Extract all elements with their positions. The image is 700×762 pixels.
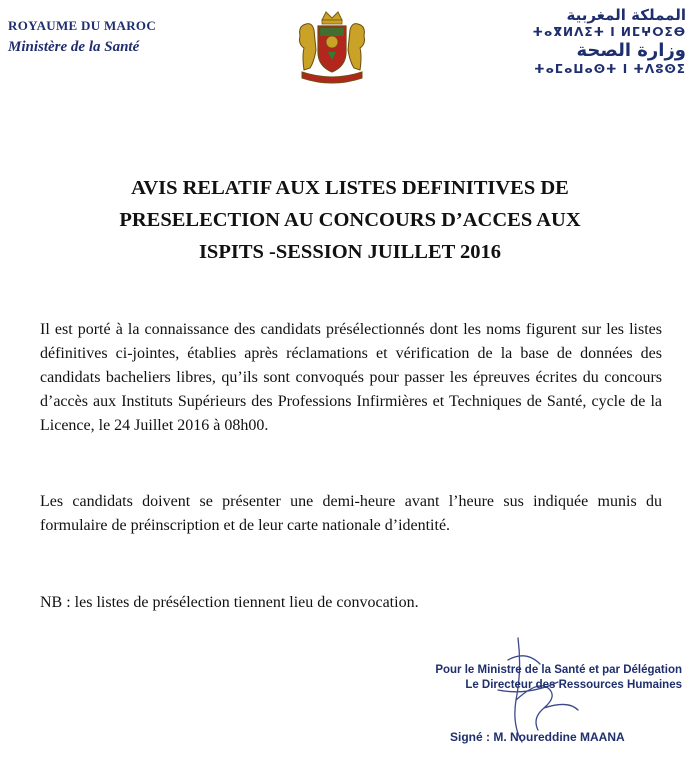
royal-coat-of-arms-icon bbox=[292, 6, 372, 88]
nb-note: NB : les listes de présélection tiennent lieu de convocation. bbox=[40, 594, 419, 611]
ministry-name-ar: وزارة الصحة bbox=[576, 39, 686, 61]
kingdom-name-ar: المملكة المغربية bbox=[566, 6, 686, 24]
delegation-line: Pour le Ministre de la Santé et par Délégation bbox=[435, 664, 682, 676]
header-right bbox=[533, 6, 686, 77]
paragraph-convocation: Il est porté à la connaissance des candidats présélectionnés dont les noms figurent sur les listes définitives ci-jointes, établies après réclamations et vérification de la base de données des candidats bacheliers libres, qu’ils sont convoqués pour passer les épreuves écrites du concours d’accès aux Instituts Supérieurs des Professions Infirmières et Techniques de Santé, cycle de la Licence, le 24 Juillet 2016 à 08h00. bbox=[40, 321, 662, 434]
kingdom-name-tifinagh: ⵜⴰⴳⵍⴷⵉⵜ ⵏ ⵍⵎⵖⵔⵉⴱ bbox=[532, 24, 686, 39]
title-line-1: AVIS RELATIF AUX LISTES DEFINITIVES DE bbox=[131, 177, 569, 199]
director-line: Le Directeur des Ressources Humaines bbox=[465, 679, 682, 691]
paragraph-instructions: Les candidats doivent se présenter une demi-heure avant l’heure sus indiquée munis du formulaire de préinscription et de leur carte nationale d’identité. bbox=[40, 493, 662, 534]
notice-title bbox=[20, 172, 680, 268]
signed-by: Signé : M. Noureddine MAANA bbox=[450, 730, 625, 744]
title-line-2: PRESELECTION AU CONCOURS D’ACCES AUX bbox=[119, 209, 581, 231]
ministry-name-tifinagh: ⵜⴰⵎⴰⵡⴰⵙⵜ ⵏ ⵜⴷⵓⵙⵉ bbox=[534, 62, 686, 77]
kingdom-name-fr: ROYAUME DU MAROC bbox=[8, 18, 157, 33]
ministry-name-fr: Ministère de la Santé bbox=[8, 39, 140, 55]
header-left bbox=[8, 18, 156, 56]
signature-block bbox=[420, 662, 682, 692]
title-line-3: ISPITS -SESSION JUILLET 2016 bbox=[198, 241, 502, 263]
